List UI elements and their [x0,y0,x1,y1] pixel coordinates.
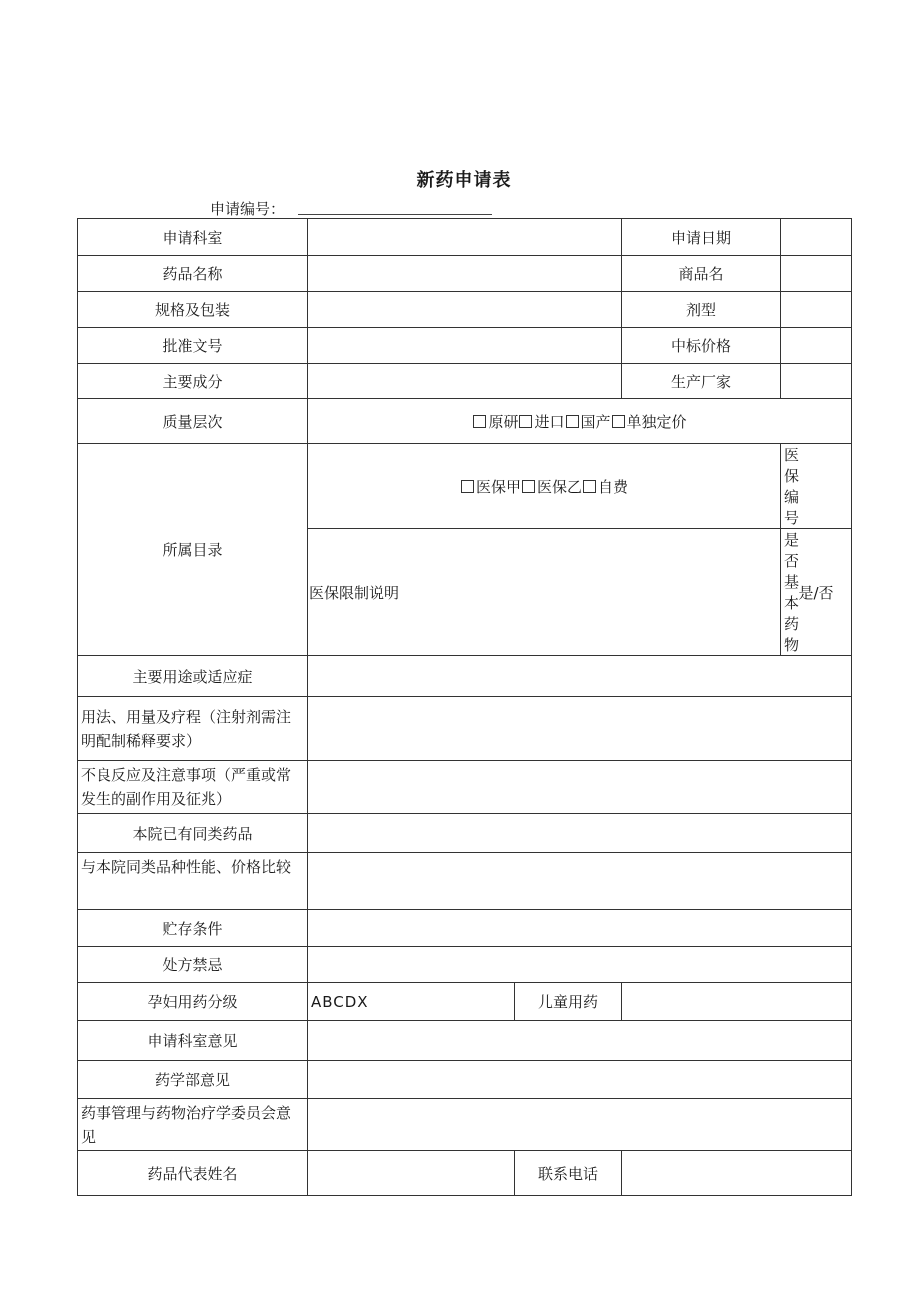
form-title: 新药申请表 [416,170,512,191]
ingredients-label: 主要成分 [78,364,308,399]
quality-checkbox-imported[interactable] [519,415,532,428]
bid-price-field[interactable] [781,328,852,364]
drug-name-label: 药品名称 [78,256,308,292]
dept-opinion-label: 申请科室意见 [78,1021,308,1061]
table-row [78,910,852,947]
quality-checkbox-original[interactable] [473,415,486,428]
insurance-options [308,444,781,529]
insurance-checkbox-class-b[interactable] [522,480,535,493]
application-number-label: 申请编号： [210,200,286,218]
insurance-option-label: 医保甲 [475,477,521,496]
table-row [78,947,852,983]
manufacturer-field[interactable] [781,364,852,399]
table-row [78,761,852,814]
table-row [78,656,852,697]
insurance-checkbox-class-a[interactable] [461,480,474,493]
table-row: 所属目录 医保甲 医保乙 自费 医保编号 [78,444,852,529]
table-row [78,399,852,444]
table-row [78,364,852,399]
indications-label: 主要用途或适应症 [78,656,308,697]
insurance-limit-label: 医保限制说明 [308,529,781,656]
adverse-field[interactable] [308,761,852,814]
indications-field[interactable] [308,656,852,697]
brand-label: 商品名 [622,256,781,292]
dosage-form-field[interactable] [781,292,852,328]
table-row [78,814,852,853]
children-label: 儿童用药 [515,983,622,1021]
dosage-field[interactable] [308,697,852,761]
table-row [78,853,852,910]
similar-label: 本院已有同类药品 [78,814,308,853]
approval-field[interactable] [308,328,622,364]
quality-option-label: 国产 [580,412,611,431]
contra-field[interactable] [308,947,852,983]
pharmacy-opinion-field[interactable] [308,1061,852,1099]
bid-price-label: 中标价格 [622,328,781,364]
table-row [78,292,852,328]
insurance-checkbox-self-pay[interactable] [583,480,596,493]
compare-label: 与本院同类品种性能、价格比较 [78,853,308,910]
spec-field[interactable] [308,292,622,328]
dept-opinion-field[interactable] [308,1021,852,1061]
table-row [78,256,852,292]
dosage-label: 用法、用量及疗程（注射剂需注明配制稀释要求） [78,697,308,761]
quality-options [308,399,852,444]
committee-field[interactable] [308,1099,852,1151]
pregnancy-field[interactable]: ABCDX [308,983,515,1021]
brand-field[interactable] [781,256,852,292]
table-row [78,1099,852,1151]
storage-label: 贮存条件 [78,910,308,947]
storage-field[interactable] [308,910,852,947]
insurance-option-label: 自费 [598,477,629,496]
rep-field[interactable] [308,1151,515,1196]
phone-label: 联系电话 [515,1151,622,1196]
quality-option-label: 原研 [488,412,519,431]
essential-drug-value[interactable]: 是/否 [781,529,852,656]
quality-option-label: 单独定价 [626,412,687,431]
dept-field[interactable] [308,219,622,256]
quality-option-label: 进口 [534,412,565,431]
rep-label: 药品代表姓名 [78,1151,308,1196]
date-label: 申请日期 [622,219,781,256]
dept-label: 申请科室 [78,219,308,256]
application-number-field[interactable] [298,214,492,215]
quality-checkbox-domestic[interactable] [566,415,579,428]
insurance-option-label: 医保乙 [536,477,582,496]
drug-name-field[interactable] [308,256,622,292]
committee-label: 药事管理与药物治疗学委员会意见 [78,1099,308,1151]
quality-checkbox-separate-pricing[interactable] [612,415,625,428]
table-row [78,1061,852,1099]
similar-field[interactable] [308,814,852,853]
table-row [78,983,852,1021]
spec-label: 规格及包装 [78,292,308,328]
quality-label: 质量层次 [78,399,308,444]
form-grid [77,218,852,1196]
pharmacy-opinion-label: 药学部意见 [78,1061,308,1099]
table-row [78,697,852,761]
table-row: 医保限制说明 是否基本药物 是/否 [78,529,852,656]
phone-field[interactable] [622,1151,852,1196]
compare-field[interactable] [308,853,852,910]
catalog-label: 所属目录 [78,444,308,656]
table-row [78,219,852,256]
ingredients-field[interactable] [308,364,622,399]
pregnancy-label: 孕妇用药分级 [78,983,308,1021]
date-field[interactable] [781,219,852,256]
manufacturer-label: 生产厂家 [622,364,781,399]
table-row [78,1151,852,1196]
table-row [78,328,852,364]
children-field[interactable] [622,983,852,1021]
adverse-label: 不良反应及注意事项（严重或常发生的副作用及征兆） [78,761,308,814]
table-row [78,1021,852,1061]
approval-label: 批准文号 [78,328,308,364]
contra-label: 处方禁忌 [78,947,308,983]
dosage-form-label: 剂型 [622,292,781,328]
